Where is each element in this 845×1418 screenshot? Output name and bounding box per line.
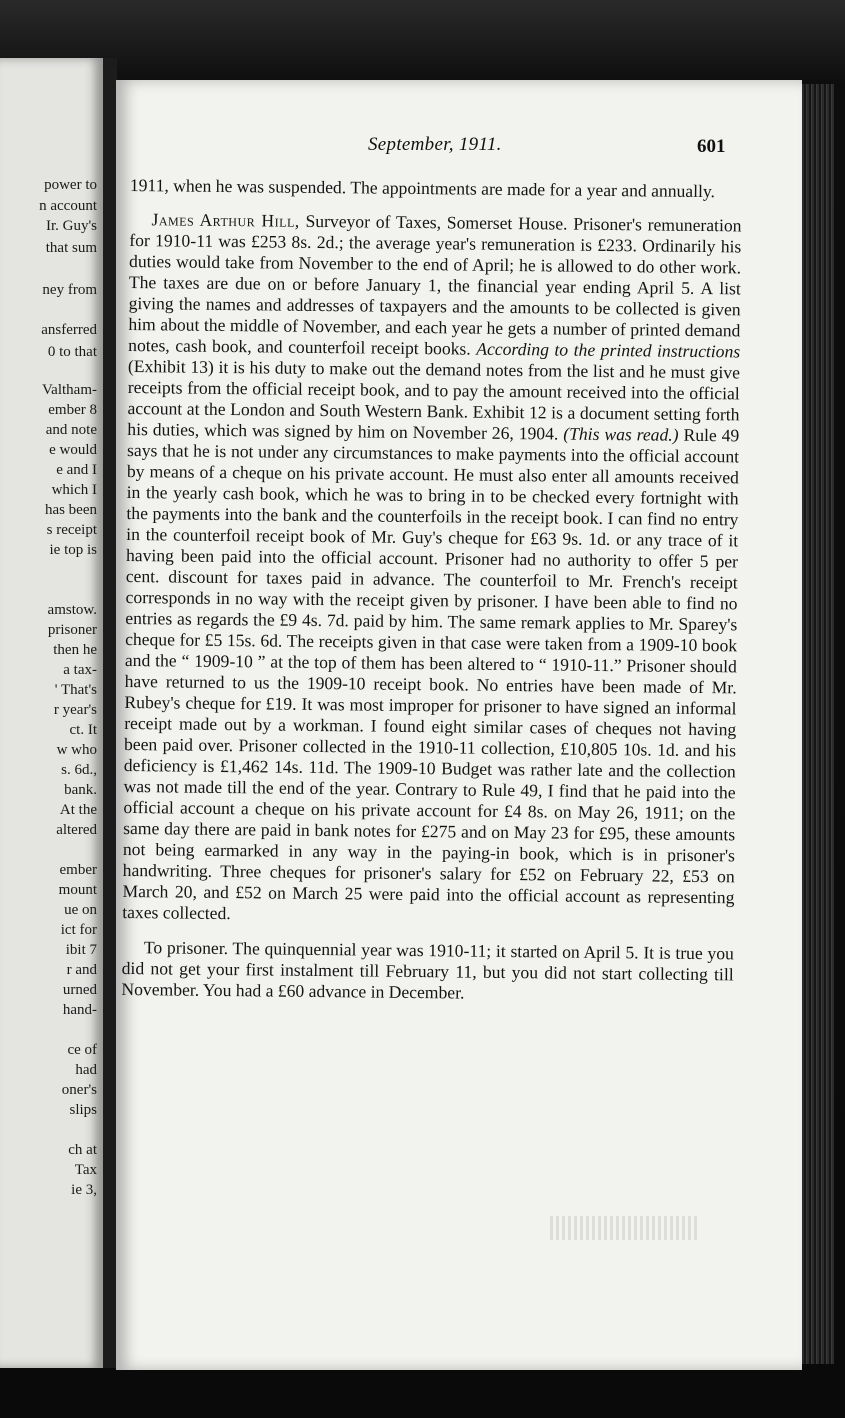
facing-page-line: ibit 7 bbox=[65, 942, 97, 958]
facing-page-line: a tax- bbox=[63, 662, 97, 678]
facing-page-line: s. 6d., bbox=[61, 762, 97, 778]
facing-page-line: bank. bbox=[64, 782, 97, 798]
facing-page-line: amstow. bbox=[47, 602, 97, 618]
facing-page-line: power to bbox=[44, 177, 97, 193]
facing-page-line: e and I bbox=[56, 462, 97, 478]
bleed-through-smudge bbox=[550, 1216, 700, 1240]
facing-page-line: Ir. Guy's bbox=[45, 218, 97, 234]
facing-page-line: At the bbox=[59, 802, 97, 818]
facing-page-line: ce of bbox=[67, 1042, 97, 1058]
page-edges bbox=[802, 84, 834, 1364]
facing-page-line: hand- bbox=[62, 1002, 97, 1018]
paragraph-continuation: 1911, when he was suspended. The appointments are made for a year and annually. bbox=[129, 175, 716, 202]
paragraph-witness-testimony bbox=[122, 209, 741, 929]
witness-name: James Arthur Hill, bbox=[151, 209, 300, 231]
facing-page-line: Valtham- bbox=[42, 382, 97, 398]
facing-page-line: altered bbox=[56, 822, 97, 838]
page-header bbox=[0, 134, 845, 160]
page-number: 601 bbox=[697, 136, 726, 157]
facing-page-line: ie top is bbox=[49, 542, 97, 558]
facing-page-line: ie 3, bbox=[71, 1182, 97, 1198]
facing-page-line: ict for bbox=[60, 922, 97, 938]
facing-page-line: mount bbox=[58, 882, 97, 898]
facing-page-line: r year's bbox=[53, 702, 97, 718]
testimony-italic-a: According to the printed instructions bbox=[476, 338, 741, 362]
testimony-italic-b: (This was read.) bbox=[563, 423, 679, 445]
testimony-text-c: Rule 49 says that he is not under any circumstances to make payments into the official account by means of a cheque on his private account. He must also enter all amounts received in the yearly cash book, which he was to bring in to be checked every fortnight with the payments into the bank and the counterfoils in the receipt book. I can find no entry in the counterfoil receipt book of Mr. Guy's cheque for £63 9s. 1d. or any trace of it having been paid into the official account. Prisoner had no authority to offer 5 per cent. discount for taxes paid in advance. The counterfoil to Mr. French's receipt corresponds in no way with the receipt given by prisoner. I have been able to find no entries as regards the £9 4s. 7d. paid by him. The same remark applies to Mr. Sparey's cheque for £5 15s. 6d. The receipts given in that case were taken from a 1909-10 book and the “ 1909-10 ” at the top of them has been altered to “ 1910-11.” Prisoner should have returned to us the 1909-10 receipt book. No entries have been made of Mr. Rubey's cheque for £19. It was most improper for prisoner to have signed an informal receipt made out by a workman. I found eight similar cases of cheques not having been paid over. Prisoner collected in the 1910-11 collection, £10,805 10s. 1d. and his deficiency is £1,462 14s. 11d. The 1909-10 Budget was rather late and the collection was not made till the end of the year. Contrary to Rule 49, I find that he paid into the official account a cheque on his private account for £4 8s. on May 26, 1911; on the same day there are paid in bank notes for £275 and on May 23 for £95, these amounts not being earmarked in any way in the paying-in book, which is in prisoner's handwriting. Three cheques for prisoner's salary for £52 on February 22, £53 on March 20, and £52 on March 25 were paid into the official account as representing taxes collected. bbox=[122, 424, 740, 924]
facing-page-line: w who bbox=[56, 742, 97, 758]
facing-page-line: e would bbox=[49, 442, 97, 458]
facing-page-line: ney from bbox=[42, 282, 97, 298]
facing-page-left bbox=[0, 58, 105, 1368]
facing-page-line: prisoner bbox=[47, 622, 97, 638]
facing-page-line: n account bbox=[39, 198, 97, 214]
page-body bbox=[119, 175, 742, 1241]
facing-page-line: oner's bbox=[61, 1082, 97, 1098]
facing-page-line: ansferred bbox=[41, 322, 97, 338]
facing-page-line: s receipt bbox=[46, 522, 97, 538]
running-head: September, 1911. bbox=[368, 134, 502, 155]
facing-page-line: had bbox=[75, 1062, 97, 1078]
paragraph-to-prisoner: To prisoner. The quinquennial year was 1910-11; it started on April 5. It is true you did not get your first instalment till February 11, but you did not start collecting till November. You had a £60 advance in December. bbox=[121, 937, 734, 1003]
facing-page-line: 0 to that bbox=[47, 344, 97, 360]
facing-page-line: urned bbox=[62, 982, 97, 998]
facing-page-line: then he bbox=[53, 642, 97, 658]
facing-page-line: ct. It bbox=[69, 722, 97, 738]
facing-page-line: r and bbox=[66, 962, 97, 978]
facing-page-line: that sum bbox=[45, 240, 97, 256]
facing-page-line: ch at bbox=[68, 1142, 97, 1158]
facing-page-line: Tax bbox=[74, 1162, 97, 1178]
facing-page-line: ember 8 bbox=[48, 402, 97, 418]
facing-page-line: and note bbox=[45, 422, 97, 438]
facing-page-line: ue on bbox=[64, 902, 97, 918]
testimony-text-a: Surveyor of Taxes, Somerset House. Prisoner's remuneration for 1910-11 was £253 8s. 2d.; the average year's remuneration is £233. Ordinarily his duties would take from November to the end of April; he is allowed to do other work. The taxes are due on or before January 1, the financial year ending April 5. A list giving the names and addresses of taxpayers and the amounts to be collected is given him about the middle of November, and each year he gets a number of printed demand notes, cash book, and counterfoil receipt books. bbox=[128, 210, 742, 359]
facing-page-line: slips bbox=[69, 1102, 97, 1118]
facing-page-line: ' That's bbox=[54, 682, 97, 698]
facing-page-line: ember bbox=[59, 862, 97, 878]
book-gutter bbox=[103, 58, 117, 1368]
facing-page-line: has been bbox=[44, 502, 97, 518]
facing-page-line: which I bbox=[51, 482, 97, 498]
testimony-text-b: (Exhibit 13) it is his duty to make out the demand notes from the list and he must give receipts from the official receipt book, and to pay the amount received into the official account at the London and South Western Bank. Exhibit 12 is a document setting forth his duties, which was signed by him on November 26, 1904. bbox=[127, 355, 741, 444]
